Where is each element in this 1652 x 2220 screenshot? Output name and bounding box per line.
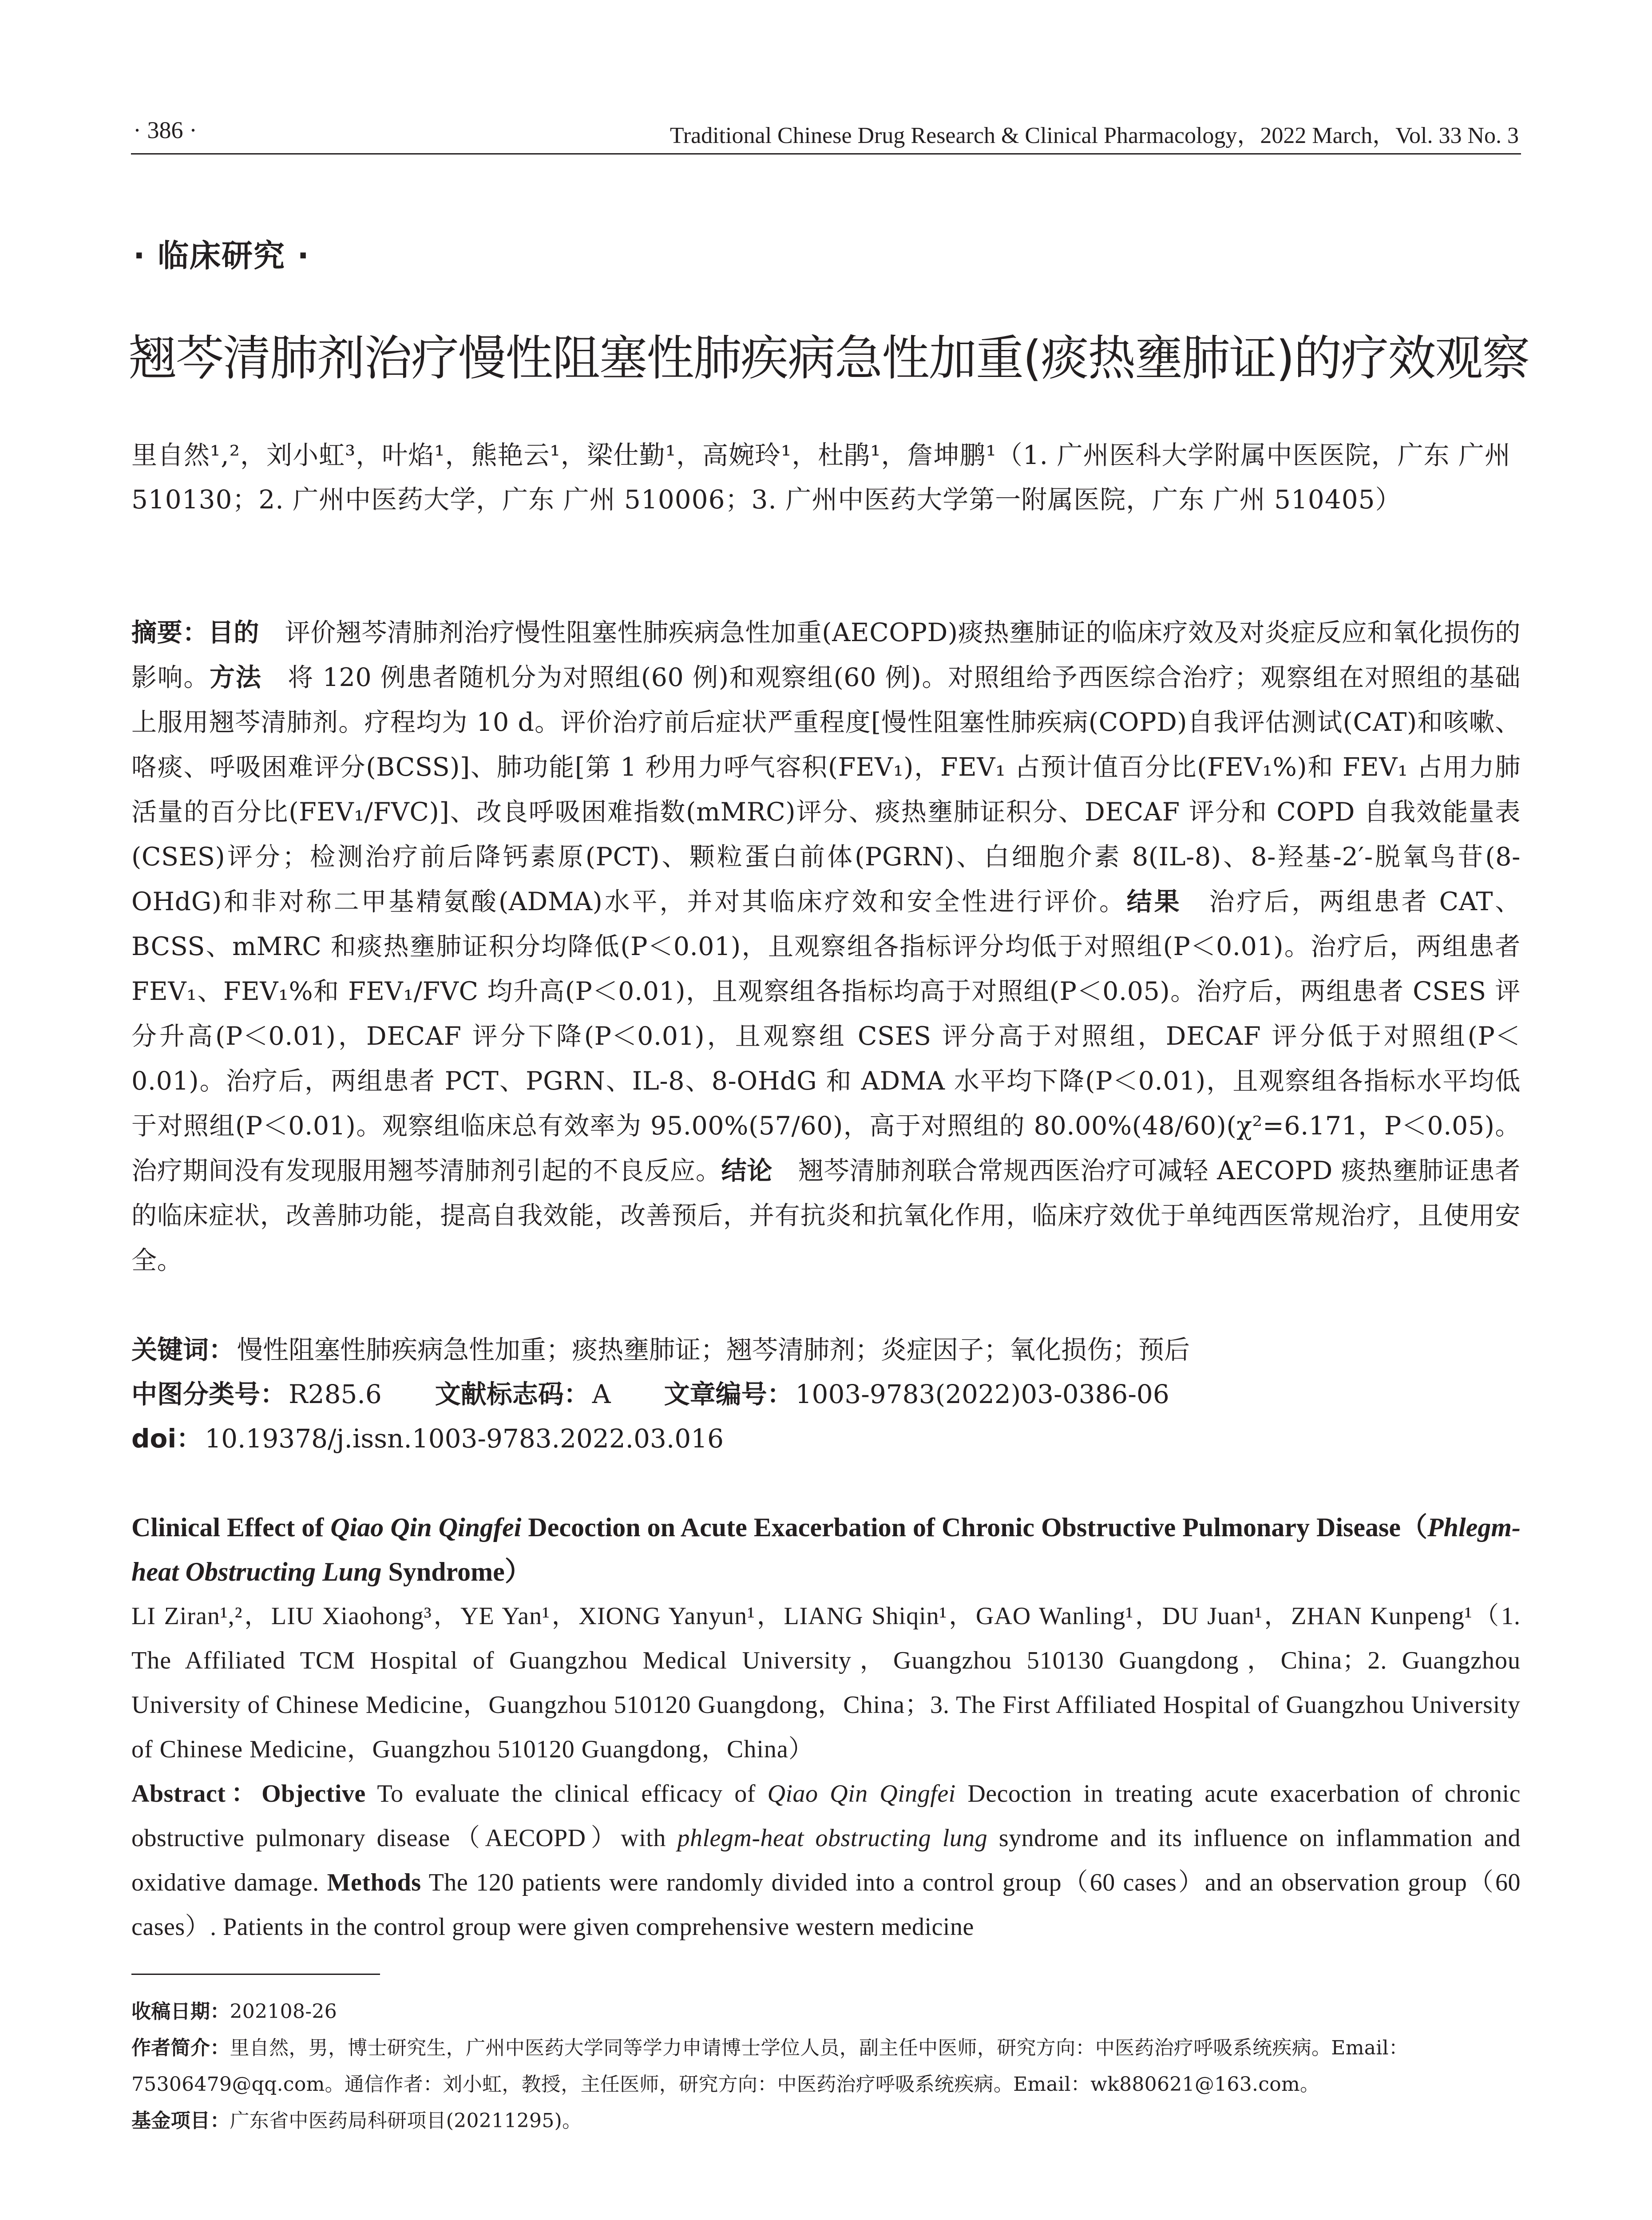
article-title-en — [131, 1505, 1521, 1594]
clc-value: R285.6 — [289, 1379, 382, 1409]
results-text: 治疗后，两组患者 CAT、BCSS、mMRC 和痰热壅肺证积分均降低(P＜0.01)，且观察组各指标评分均低于对照组(P＜0.01)。治疗后，两组患者 FEV₁、FEV₁%和 FEV₁/FVC 均升高(P＜0.01)，且观察组各指标均高于对照组(P＜0.05)。治疗后，两组患者 CSES 评分升高(P＜0.01)，DECAF 评分下降(P＜0.01)，且观察组 CSES 评分高于对照组，DECAF 评分低于对照组(P＜0.01)。治疗后，两组患者 PCT、PGRN、IL-8、8-OHdG 和 ADMA 水平均下降(P＜0.01)，且观察组各指标水平均低于对照组(P＜0.01)。观察组临床总有效率为 95.00%(57/60)，高于对照组的 80.00%(48/60)(χ²=6.171，P＜0.05)。治疗期间没有发现服用翘芩清肺剂引起的不良反应。 — [131, 887, 1521, 1185]
methods-label: 方法 — [210, 663, 262, 692]
objective-en-label: Objective — [261, 1780, 366, 1808]
authors-cn: 里自然¹,²，刘小虹³，叶焰¹，熊艳云¹，梁仕勤¹，高婉玲¹，杜鹃¹，詹坤鹏¹（1. 广州医科大学附属中医医院，广东 广州 510130；2. 广州中医药大学，广东 广州 510006；3. 广州中医药大学第一附属医院，广东 广州 510405） — [131, 440, 1511, 515]
received-note — [131, 1994, 1521, 2030]
keywords-cn — [131, 1328, 1521, 1372]
methods-text: 将 120 例患者随机分为对照组(60 例)和观察组(60 例)。对照组给予西医综合治疗；观察组在对照组的基础上服用翘芩清肺剂。疗程均为 10 d。评价治疗前后症状严重程度[慢性阻塞性肺疾病(COPD)自我评估测试(CAT)和咳嗽、咯痰、呼吸困难评分(BCSS)]、肺功能[第 1 秒用力呼气容积(FEV₁)，FEV₁ 占预计值百分比(FEV₁%)和 FEV₁ 占用力肺活量的百分比(FEV₁/FVC)]、改良呼吸困难指数(mMRC)评分、痰热壅肺证积分、DECAF 评分和 COPD 自我效能量表(CSES)评分；检测治疗前后降钙素原(PCT)、颗粒蛋白前体(PGRN)、白细胞介素 8(IL-8)、8-羟基-2′-脱氧鸟苷(8-OHdG)和非对称二甲基精氨酸(ADMA)水平，并对其临床疗效和安全性进行评价。 — [131, 663, 1521, 916]
results-label: 结果 — [1126, 887, 1182, 916]
fund-text: 广东省中医药局科研项目(20211295)。 — [230, 2109, 582, 2132]
author-note-text: 里自然，男，博士研究生，广州中医药大学同等学力申请博士学位人员，副主任中医师，研究方向：中医药治疗呼吸系统疾病。Email：75306479@qq.com。通信作者：刘小虹，教授，主任医师，研究方向：中医药治疗呼吸系统疾病。Email：wk880621@163.com。 — [131, 2037, 1409, 2096]
abstract-en-text: syndrome and its influence on inflammation and oxidative damage. — [131, 1824, 1521, 1896]
doi-label: doi： — [131, 1423, 202, 1454]
objective-text: 评价翘芩清肺剂治疗慢性阻塞性肺疾病急性加重(AECOPD)痰热壅肺证的临床疗效及对炎症反应和氧化损伤的影响。 — [131, 618, 1521, 692]
keywords-label: 关键词： — [131, 1335, 235, 1365]
article-title-cn: 翘芩清肺剂治疗慢性阻塞性肺疾病急性加重(痰热壅肺证)的疗效观察 — [129, 331, 1529, 386]
article-number-label: 文章编号： — [664, 1379, 793, 1409]
doi-value: 10.19378/j.issn.1003-9783.2022.03.016 — [205, 1423, 724, 1454]
abstract-en-text: The 120 patients were randomly divided into a control group（60 cases）and an observation group（60 cases）. Patients in the control group were given comprehensive western medicine — [131, 1869, 1521, 1941]
abstract-en-text: Decoction in treating acute exacerbation of chronic obstructive pulmonary disease（AECOPD）with — [131, 1780, 1521, 1852]
methods-en-label: Methods — [327, 1869, 421, 1896]
journal-name: Traditional Chinese Drug Research & Clinical Pharmacology，2022 March，Vol. 33 No. 3 — [670, 123, 1519, 148]
section-label: · 临床研究 · — [133, 238, 310, 274]
abstract-en — [131, 1772, 1521, 1949]
running-header — [133, 116, 1519, 147]
fund-label: 基金项目： — [131, 2109, 230, 2132]
classification-line — [131, 1372, 1521, 1416]
conclusion-text: 翘芩清肺剂联合常规西医治疗可减轻 AECOPD 痰热壅肺证患者的临床症状，改善肺功能，提高自我效能，改善预后，并有抗炎和抗氧化作用，临床疗效优于单纯西医常规治疗，且使用安全。 — [131, 1156, 1521, 1275]
doc-code-label: 文献标志码： — [435, 1379, 590, 1409]
article-number-value: 1003-9783(2022)03-0386-06 — [795, 1379, 1169, 1409]
author-note — [131, 2030, 1521, 2103]
received-label: 收稿日期： — [131, 2000, 230, 2023]
doc-code-value: A — [592, 1379, 611, 1409]
abstract-cn — [131, 610, 1521, 1283]
fund-note — [131, 2103, 1521, 2139]
abstract-en-italic: Qiao Qin Qingfei — [767, 1780, 956, 1808]
doi-line — [131, 1416, 1521, 1461]
abstract-en-text: To evaluate the clinical efficacy of — [365, 1780, 768, 1808]
title-en-part: Clinical Effect of — [131, 1513, 331, 1542]
conclusion-label: 结论 — [721, 1156, 773, 1185]
title-en-italic: Qiao Qin Qingfei — [330, 1513, 522, 1542]
footnote-rule — [131, 1974, 380, 1975]
authors-en: LI Ziran¹,²，LIU Xiaohong³，YE Yan¹，XIONG Yanyun¹，LIANG Shiqin¹，GAO Wanling¹，DU Juan¹，ZHAN Kunpeng¹（1. The Affiliated TCM Hospital of Guangzhou Medical University，Guangzhou 510130 Guangdong，China；2. Guangzhou University of Chinese Medicine，Guangzhou 510120 Guangdong，China；3. The First Affiliated Hospital of Guangzhou University of Chinese Medicine，Guangzhou 510120 Guangdong，China） — [131, 1602, 1521, 1763]
author-note-label: 作者简介： — [131, 2037, 230, 2059]
received-date: 202108-26 — [230, 2000, 337, 2023]
objective-label: 目的 — [208, 618, 260, 647]
abstract-label: 摘要： — [131, 618, 208, 647]
abstract-en-label: Abstract： — [131, 1780, 262, 1808]
title-en-part: Syndrome） — [381, 1557, 531, 1586]
page-number: · 386 · — [133, 117, 197, 143]
keywords-text: 慢性阻塞性肺疾病急性加重；痰热壅肺证；翘芩清肺剂；炎症因子；氧化损伤；预后 — [237, 1335, 1190, 1365]
abstract-en-italic: phlegm-heat obstructing lung — [677, 1824, 988, 1852]
header-rule — [131, 153, 1521, 155]
title-en-italic: Phlegm-heat Obstructing Lung — [131, 1513, 1521, 1586]
clc-label: 中图分类号： — [131, 1379, 286, 1409]
footnotes — [131, 1994, 1521, 2139]
title-en-part: Decoction on Acute Exacerbation of Chronic Obstructive Pulmonary Disease（ — [521, 1513, 1428, 1542]
